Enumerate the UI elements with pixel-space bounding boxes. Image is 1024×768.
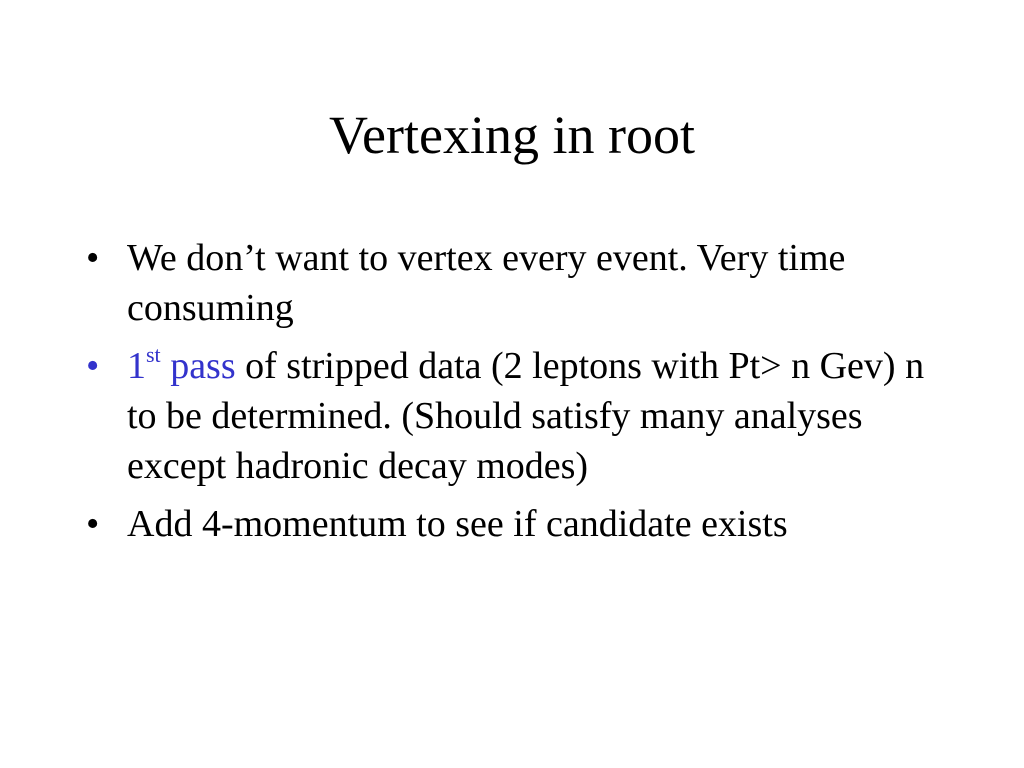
bullet-text: of stripped data (2 leptons with Pt> n Gev) n to be determined. (Should satisfy many analyses except hadronic decay modes) bbox=[127, 345, 925, 487]
bullet-text: Add 4-momentum to see if candidate exists bbox=[127, 503, 788, 545]
bullet-item-1 bbox=[86, 233, 946, 333]
bullet-marker: • bbox=[86, 345, 100, 387]
bullet-marker: • bbox=[86, 503, 100, 545]
bullet-text: We don’t want to vertex every event. Very time consuming bbox=[127, 237, 846, 329]
bullet-lead-number: 1 bbox=[127, 345, 146, 387]
bullet-item-2 bbox=[86, 341, 946, 491]
bullet-lead-word: pass bbox=[160, 345, 236, 387]
slide-title: Vertexing in root bbox=[329, 105, 695, 165]
bullet-marker: • bbox=[86, 237, 100, 279]
bullet-lead-superscript: st bbox=[146, 342, 161, 367]
bullet-item-3 bbox=[86, 499, 946, 549]
bullet-list bbox=[86, 233, 946, 557]
